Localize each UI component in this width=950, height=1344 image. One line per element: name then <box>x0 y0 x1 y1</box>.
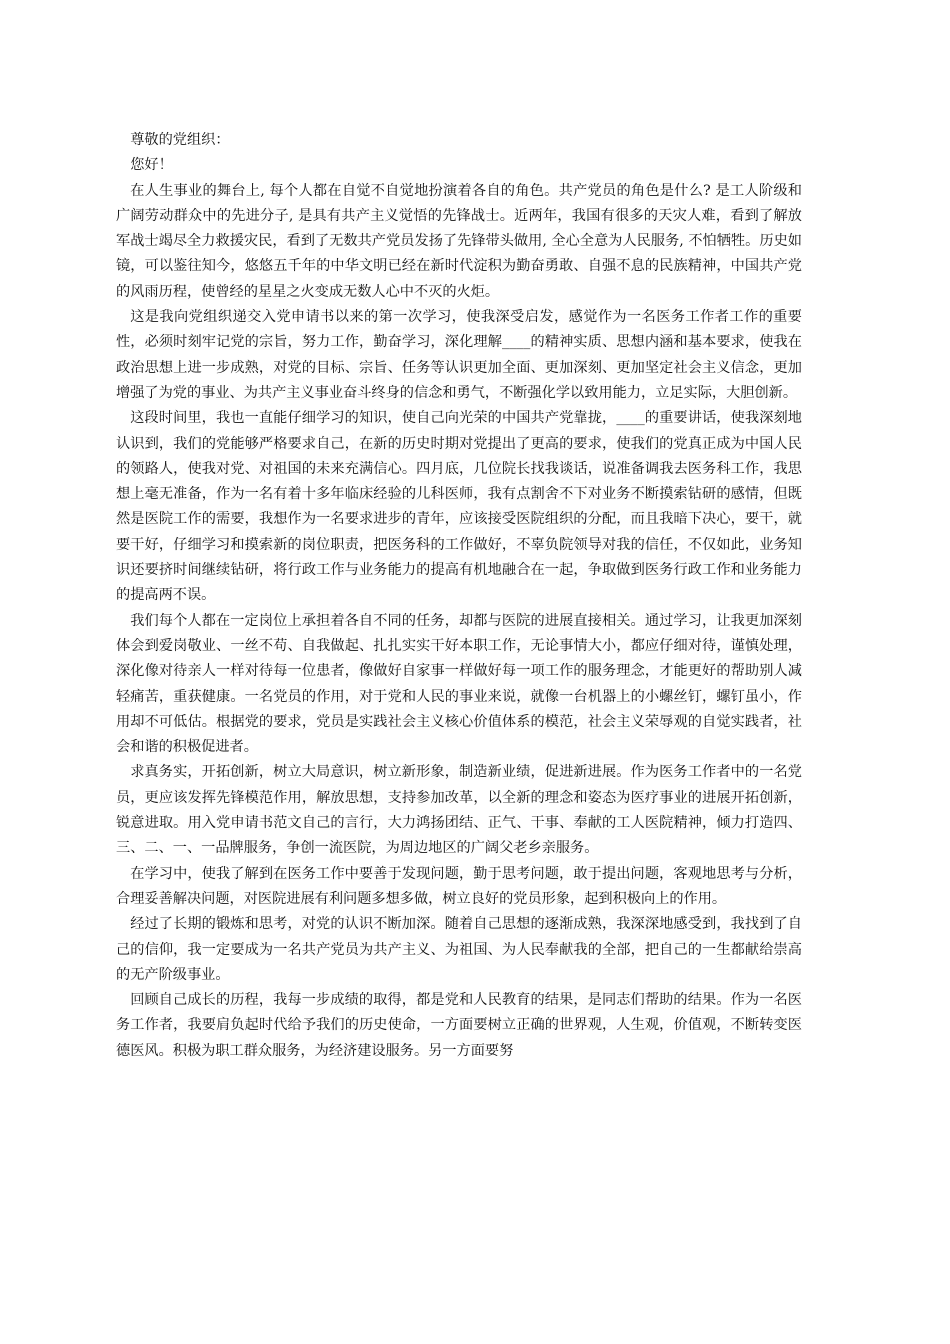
salutation: 尊敬的党组织： <box>130 132 230 148</box>
paragraph: 经过了长期的锻炼和思考，对党的认识不断加深。随着自己思想的逐渐成熟，我深深地感受到，我找到了自己的信仰，我一定要成为一名共产党员为共产主义、为祖国、为人民奉献我的全部，把自己的一生都献给崇高的无产阶级事业。 <box>116 916 802 983</box>
greeting: 您好！ <box>130 157 173 174</box>
letter-body <box>116 128 802 1064</box>
paragraph: 这是我向党组织递交入党申请书以来的第一次学习，使我深受启发，感觉作为一名医务工作者工作的重要性，必须时刻牢记党的宗旨，努力工作，勤奋学习，深化理解____的精神实质、思想内涵和基本要求，使我在政治思想上进一步成熟，对党的目标、宗旨、任务等认识更加全面、更加深刻、更加坚定社会主义信念，更加增强了为党的事业、为共产主义事业奋斗终身的信念和勇气，不断强化学以致用能力，立足实际，大胆创新。 <box>116 309 802 401</box>
paragraph: 我们每个人都在一定岗位上承担着各自不同的任务，却都与医院的进展直接相关。通过学习，让我更加深刻体会到爱岗敬业、一丝不苟、自我做起、扎扎实实干好本职工作，无论事情大小，都应仔细对待，谨慎处理，深化像对待亲人一样对待每一位患者，像做好自家事一样做好每一项工作的服务理念，才能更好的帮助别人减轻痛苦，重获健康。一名党员的作用，对于党和人民的事业来说，就像一台机器上的小螺丝钉，螺钉虽小，作用却不可低估。根据党的要求，党员是实践社会主义核心价值体系的模范，社会主义荣辱观的自觉实践者，社会和谐的积极促进者。 <box>116 612 802 756</box>
paragraph: 在人生事业的舞台上, 每个人都在自觉不自觉地扮演着各自的角色。共产党员的角色是什么? 是工人阶级和广阔劳动群众中的先进分子, 是具有共产主义觉悟的先锋战士。近两年，我国有很多的天灾人难，看到了解放军战士竭尽全力救援灾民，看到了无数共产党员发扬了先锋带头做用, 全心全意为人民服务, 不怕牺牲。历史如镜，可以鉴往知今，悠悠五千年的中华文明已经在新时代淀积为勤奋勇敢、自强不息的民族精神，中国共产党的风雨历程，使曾经的星星之火变成无数人心中不灭的火炬。 <box>116 182 802 300</box>
paragraph: 回顾自己成长的历程，我每一步成绩的取得，都是党和人民教育的结果，是同志们帮助的结果。作为一名医务工作者，我要肩负起时代给予我们的历史使命，一方面要树立正确的世界观，人生观，价值观，不断转变医德医风。积极为职工群众服务，为经济建设服务。另一方面要努 <box>116 992 802 1059</box>
paragraph: 求真务实，开拓创新，树立大局意识，树立新形象，制造新业绩，促进新进展。作为医务工作者中的一名党员，更应该发挥先锋模范作用，解放思想，支持参加改革，以全新的理念和姿态为医疗事业的进展开拓创新，锐意进取。用入党申请书范文自己的言行，大力鸿扬团结、正气、干事、奉献的工人医院精神，倾力打造四、三、二、一、一品牌服务，争创一流医院，为周边地区的广阔父老乡亲服务。 <box>116 764 802 857</box>
paragraph: 在学习中，使我了解到在医务工作中要善于发现问题，勤于思考问题，敢于提出问题，客观地思考与分析，合理妥善解决问题，对医院进展有利问题多想多做，树立良好的党员形象，起到积极向上的作用。 <box>116 865 802 907</box>
paragraph: 这段时间里，我也一直能仔细学习的知识，使自己向光荣的中国共产党靠拢，____的重要讲话，使我深刻地认识到，我们的党能够严格要求自己，在新的历史时期对党提出了更高的要求，使我们的党真正成为中国人民的领路人，使我对党、对祖国的未来充满信心。四月底，几位院长找我谈话，说准备调我去医务科工作，我思想上毫无准备，作为一名有着十多年临床经验的儿科医师，我有点割舍不下对业务不断摸索钻研的感情，但既然是医院工作的需要，我想作为一名要求进步的青年，应该接受医院组织的分配，而且我暗下决心，要干，就要干好，仔细学习和摸索新的岗位职责，把医务科的工作做好，不辜负院领导对我的信任，不仅如此，业务知识还要挤时间继续钻研，将行政工作与业务能力的提高有机地融合在一起，争取做到医务行政工作和业务能力的提高两不误。 <box>116 410 802 604</box>
